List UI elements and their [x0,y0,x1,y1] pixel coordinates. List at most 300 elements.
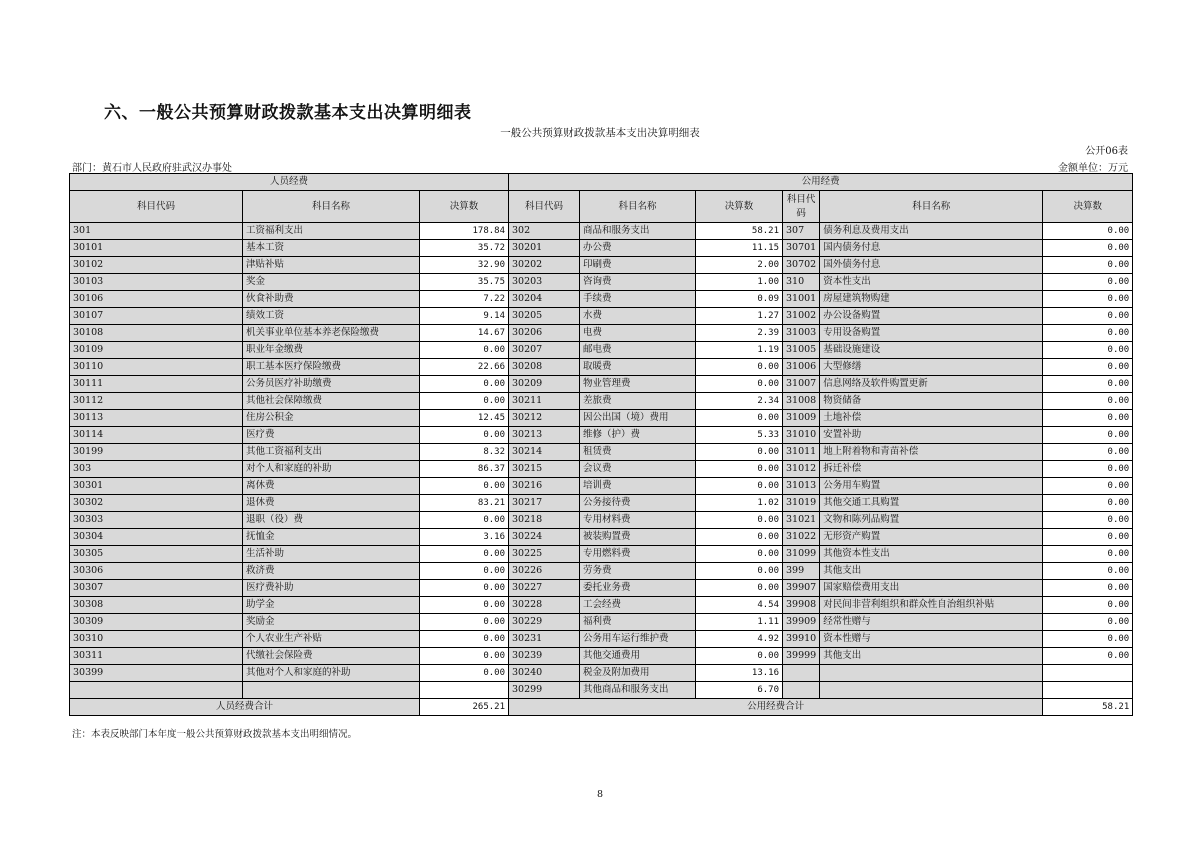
row-amount-cell: 22.66 [420,359,509,376]
table-row [70,325,1133,342]
row-name-cell: 物业管理费 [580,376,696,393]
table-row [70,393,1133,410]
row-name-cell: 税金及附加费用 [580,665,696,682]
row-name-cell: 对民间非营利组织和群众性自治组织补贴 [820,597,1043,614]
table-row [70,580,1133,597]
table-row [70,240,1133,257]
row-amount-cell: 0.00 [420,512,509,529]
form-code: 公开06表 [1085,146,1128,157]
row-code-cell: 310 [783,274,820,291]
row-name-cell: 职业年金缴费 [243,342,420,359]
row-code-cell: 30229 [509,614,580,631]
row-amount-cell: 0.00 [1043,325,1133,342]
row-name-cell: 土地补偿 [820,410,1043,427]
row-amount-cell: 0.00 [420,631,509,648]
row-code-cell: 31002 [783,308,820,325]
row-name-cell: 津贴补贴 [243,257,420,274]
row-name-cell: 资本性支出 [820,274,1043,291]
col-header-name: 科目名称 [820,191,1043,223]
row-code-cell: 30240 [509,665,580,682]
row-name-cell: 物资储备 [820,393,1043,410]
row-amount-cell: 0.00 [420,478,509,495]
col-header-amount: 决算数 [696,191,783,223]
row-name-cell: 奖金 [243,274,420,291]
row-code-cell: 30311 [70,648,243,665]
row-code-cell: 30213 [509,427,580,444]
row-code-cell: 399 [783,563,820,580]
row-code-cell: 39908 [783,597,820,614]
row-name-cell: 公务用车购置 [820,478,1043,495]
row-code-cell: 30301 [70,478,243,495]
table-row [70,274,1133,291]
row-code-cell: 31013 [783,478,820,495]
row-amount-cell: 0.00 [1043,308,1133,325]
row-name-cell: 奖励金 [243,614,420,631]
table-row [70,376,1133,393]
row-amount-cell: 0.00 [696,529,783,546]
row-name-cell: 基础设施建设 [820,342,1043,359]
row-amount-cell: 0.00 [420,342,509,359]
row-amount-cell: 0.00 [1043,546,1133,563]
row-code-cell: 30112 [70,393,243,410]
row-amount-cell: 14.67 [420,325,509,342]
col-header-code: 科目代码 [70,191,243,223]
row-amount-cell: 4.54 [696,597,783,614]
row-code-cell: 30211 [509,393,580,410]
row-code-cell: 30308 [70,597,243,614]
row-code-cell: 30305 [70,546,243,563]
row-code-cell: 30225 [509,546,580,563]
row-amount-cell: 0.00 [1043,444,1133,461]
row-code-cell: 31005 [783,342,820,359]
row-name-cell: 大型修缮 [820,359,1043,376]
table-row [70,495,1133,512]
row-code-cell: 303 [70,461,243,478]
row-code-cell: 39909 [783,614,820,631]
public-total-value: 58.21 [1043,699,1133,716]
row-code-cell: 30231 [509,631,580,648]
row-code-cell: 30103 [70,274,243,291]
row-code-cell: 30239 [509,648,580,665]
row-name-cell: 劳务费 [580,563,696,580]
row-amount-cell: 0.00 [420,580,509,597]
row-amount-cell: 0.00 [420,648,509,665]
row-name-cell: 生活补助 [243,546,420,563]
row-code-cell [70,682,243,699]
row-code-cell: 30212 [509,410,580,427]
row-amount-cell: 0.00 [1043,274,1133,291]
row-amount-cell: 0.00 [1043,376,1133,393]
personnel-group-header: 人员经费 [70,174,509,191]
row-name-cell: 专用设备购置 [820,325,1043,342]
row-amount-cell: 9.14 [420,308,509,325]
row-amount-cell: 0.00 [1043,359,1133,376]
row-amount-cell: 7.22 [420,291,509,308]
row-amount-cell: 1.00 [696,274,783,291]
row-amount-cell: 0.00 [696,410,783,427]
row-code-cell: 30102 [70,257,243,274]
row-name-cell: 离休费 [243,478,420,495]
row-name-cell: 因公出国（境）费用 [580,410,696,427]
table-row [70,597,1133,614]
row-amount-cell: 0.00 [696,580,783,597]
row-name-cell: 被装购置费 [580,529,696,546]
row-code-cell: 30218 [509,512,580,529]
row-code-cell: 30201 [509,240,580,257]
row-code-cell: 30304 [70,529,243,546]
row-code-cell: 30228 [509,597,580,614]
row-amount-cell: 0.00 [420,376,509,393]
row-name-cell: 伙食补助费 [243,291,420,308]
col-header-amount: 决算数 [1043,191,1133,223]
row-amount-cell: 0.00 [420,614,509,631]
row-amount-cell: 0.00 [696,359,783,376]
row-name-cell: 其他资本性支出 [820,546,1043,563]
row-name-cell [820,665,1043,682]
row-amount-cell: 0.00 [420,597,509,614]
row-name-cell [820,682,1043,699]
table-row [70,444,1133,461]
row-code-cell [783,682,820,699]
row-name-cell: 取暖费 [580,359,696,376]
row-amount-cell: 4.92 [696,631,783,648]
row-amount-cell: 86.37 [420,461,509,478]
row-amount-cell: 0.00 [696,648,783,665]
row-code-cell: 30399 [70,665,243,682]
row-amount-cell: 13.16 [696,665,783,682]
table-row [70,308,1133,325]
row-amount-cell: 1.27 [696,308,783,325]
row-code-cell: 30217 [509,495,580,512]
row-code-cell: 307 [783,223,820,240]
public-total-label: 公用经费合计 [509,699,1043,716]
row-code-cell: 30214 [509,444,580,461]
row-name-cell: 办公设备购置 [820,308,1043,325]
row-name-cell: 经常性赠与 [820,614,1043,631]
row-amount-cell: 0.00 [696,461,783,478]
row-name-cell: 地上附着物和青苗补偿 [820,444,1043,461]
row-amount-cell: 178.84 [420,223,509,240]
row-amount-cell: 0.00 [1043,291,1133,308]
row-code-cell: 30224 [509,529,580,546]
row-amount-cell: 12.45 [420,410,509,427]
row-code-cell: 30203 [509,274,580,291]
page-heading: 六、一般公共预算财政拨款基本支出决算明细表 [104,103,472,123]
table-column-header-row [70,191,1133,223]
row-name-cell: 个人农业生产补贴 [243,631,420,648]
table-row [70,410,1133,427]
row-name-cell: 专用材料费 [580,512,696,529]
row-name-cell: 工会经费 [580,597,696,614]
row-name-cell: 商品和服务支出 [580,223,696,240]
col-header-code: 科目代码 [509,191,580,223]
table-row [70,529,1133,546]
row-amount-cell: 0.00 [1043,563,1133,580]
row-name-cell: 基本工资 [243,240,420,257]
row-amount-cell: 58.21 [696,223,783,240]
row-name-cell: 咨询费 [580,274,696,291]
row-name-cell: 退休费 [243,495,420,512]
row-name-cell: 其他支出 [820,648,1043,665]
row-code-cell: 30110 [70,359,243,376]
table-row [70,223,1133,240]
row-amount-cell: 0.00 [420,563,509,580]
row-name-cell: 资本性赠与 [820,631,1043,648]
personnel-total-label: 人员经费合计 [70,699,420,716]
row-amount-cell: 0.00 [1043,393,1133,410]
row-name-cell: 水费 [580,308,696,325]
row-name-cell: 其他支出 [820,563,1043,580]
personnel-total-value: 265.21 [420,699,509,716]
row-code-cell: 30303 [70,512,243,529]
row-amount-cell: 0.00 [696,512,783,529]
row-amount-cell: 2.39 [696,325,783,342]
table-row [70,427,1133,444]
row-code-cell: 30226 [509,563,580,580]
row-code-cell: 31011 [783,444,820,461]
row-code-cell: 30215 [509,461,580,478]
row-name-cell: 文物和陈列品购置 [820,512,1043,529]
row-name-cell: 国外债务付息 [820,257,1043,274]
row-name-cell: 国家赔偿费用支出 [820,580,1043,597]
row-name-cell: 医疗费 [243,427,420,444]
row-name-cell: 绩效工资 [243,308,420,325]
table-row [70,563,1133,580]
row-name-cell: 拆迁补偿 [820,461,1043,478]
row-amount-cell: 0.00 [1043,240,1133,257]
row-amount-cell: 0.00 [696,546,783,563]
table-row [70,478,1133,495]
row-code-cell: 31022 [783,529,820,546]
row-name-cell: 维修（护）费 [580,427,696,444]
row-code-cell: 30101 [70,240,243,257]
row-code-cell: 30307 [70,580,243,597]
table-title: 一般公共预算财政拨款基本支出决算明细表 [500,127,700,139]
row-name-cell: 退职（役）费 [243,512,420,529]
row-amount-cell: 2.00 [696,257,783,274]
row-name-cell: 助学金 [243,597,420,614]
row-amount-cell: 6.70 [696,682,783,699]
table-footnote: 注：本表反映部门本年度一般公共预算财政拨款基本支出明细情况。 [72,729,358,740]
row-name-cell: 其他交通工具购置 [820,495,1043,512]
row-name-cell: 住房公积金 [243,410,420,427]
row-name-cell: 会议费 [580,461,696,478]
row-code-cell: 30205 [509,308,580,325]
row-name-cell: 其他商品和服务支出 [580,682,696,699]
row-amount-cell: 1.19 [696,342,783,359]
row-name-cell: 办公费 [580,240,696,257]
row-code-cell: 31099 [783,546,820,563]
table-row [70,257,1133,274]
row-amount-cell: 1.02 [696,495,783,512]
table-row [70,461,1133,478]
row-name-cell: 专用燃料费 [580,546,696,563]
row-name-cell: 委托业务费 [580,580,696,597]
row-amount-cell: 0.00 [420,393,509,410]
row-code-cell: 30310 [70,631,243,648]
row-name-cell: 信息网络及软件购置更新 [820,376,1043,393]
table-row [70,546,1133,563]
col-header-code: 科目代码 [783,191,820,223]
row-name-cell: 培训费 [580,478,696,495]
table-header-group-row [70,174,1133,191]
row-code-cell: 30114 [70,427,243,444]
row-code-cell: 39907 [783,580,820,597]
row-code-cell: 30702 [783,257,820,274]
row-name-cell: 手续费 [580,291,696,308]
row-amount-cell: 5.33 [696,427,783,444]
row-amount-cell: 0.00 [1043,631,1133,648]
row-amount-cell: 3.16 [420,529,509,546]
row-name-cell: 安置补助 [820,427,1043,444]
row-name-cell: 印刷费 [580,257,696,274]
row-code-cell: 31012 [783,461,820,478]
row-code-cell: 30306 [70,563,243,580]
row-amount-cell: 0.00 [1043,223,1133,240]
table-row [70,682,1133,699]
row-name-cell: 租赁费 [580,444,696,461]
row-code-cell: 31001 [783,291,820,308]
table-row [70,614,1133,631]
row-code-cell: 30107 [70,308,243,325]
row-name-cell: 债务利息及费用支出 [820,223,1043,240]
row-code-cell: 31008 [783,393,820,410]
row-amount-cell: 0.00 [1043,648,1133,665]
row-name-cell: 无形资产购置 [820,529,1043,546]
row-code-cell: 30108 [70,325,243,342]
row-amount-cell: 0.00 [1043,257,1133,274]
row-amount-cell [1043,682,1133,699]
page-number: 8 [596,789,604,800]
row-amount-cell: 0.00 [1043,342,1133,359]
row-amount-cell: 0.00 [1043,410,1133,427]
public-group-header: 公用经费 [509,174,1133,191]
row-code-cell: 30202 [509,257,580,274]
row-amount-cell: 0.00 [696,563,783,580]
row-name-cell: 其他交通费用 [580,648,696,665]
table-row [70,665,1133,682]
row-name-cell: 机关事业单位基本养老保险缴费 [243,325,420,342]
row-name-cell: 公务员医疗补助缴费 [243,376,420,393]
table-row [70,631,1133,648]
row-amount-cell: 0.00 [1043,614,1133,631]
row-amount-cell: 83.21 [420,495,509,512]
row-amount-cell [1043,665,1133,682]
table-row [70,648,1133,665]
row-name-cell: 电费 [580,325,696,342]
row-code-cell: 301 [70,223,243,240]
row-amount-cell: 0.09 [696,291,783,308]
row-name-cell: 其他对个人和家庭的补助 [243,665,420,682]
row-code-cell: 39999 [783,648,820,665]
row-code-cell: 30109 [70,342,243,359]
row-amount-cell [420,682,509,699]
row-code-cell: 30199 [70,444,243,461]
table-row [70,291,1133,308]
row-amount-cell: 0.00 [1043,597,1133,614]
row-amount-cell: 32.90 [420,257,509,274]
table-row [70,359,1133,376]
row-amount-cell: 35.72 [420,240,509,257]
row-amount-cell: 35.75 [420,274,509,291]
table-row [70,512,1133,529]
row-code-cell: 30113 [70,410,243,427]
row-code-cell: 31007 [783,376,820,393]
row-name-cell: 职工基本医疗保险缴费 [243,359,420,376]
row-code-cell: 30216 [509,478,580,495]
row-amount-cell: 0.00 [1043,512,1133,529]
table-row [70,342,1133,359]
row-code-cell: 30206 [509,325,580,342]
row-name-cell: 国内债务付息 [820,240,1043,257]
col-header-name: 科目名称 [243,191,420,223]
row-amount-cell: 0.00 [1043,461,1133,478]
row-amount-cell: 0.00 [1043,478,1133,495]
row-name-cell: 其他社会保障缴费 [243,393,420,410]
row-name-cell: 房屋建筑物购建 [820,291,1043,308]
row-code-cell: 302 [509,223,580,240]
row-code-cell: 30106 [70,291,243,308]
row-amount-cell: 11.15 [696,240,783,257]
row-amount-cell: 0.00 [1043,529,1133,546]
row-amount-cell: 0.00 [696,478,783,495]
row-code-cell: 31003 [783,325,820,342]
row-name-cell: 其他工资福利支出 [243,444,420,461]
row-code-cell: 31010 [783,427,820,444]
row-amount-cell: 0.00 [420,427,509,444]
row-name-cell: 救济费 [243,563,420,580]
row-code-cell: 30309 [70,614,243,631]
row-name-cell: 福利费 [580,614,696,631]
row-amount-cell: 0.00 [1043,495,1133,512]
row-name-cell: 对个人和家庭的补助 [243,461,420,478]
row-code-cell: 39910 [783,631,820,648]
row-code-cell: 30207 [509,342,580,359]
row-code-cell: 30299 [509,682,580,699]
row-name-cell: 抚恤金 [243,529,420,546]
row-amount-cell: 0.00 [1043,427,1133,444]
row-amount-cell: 0.00 [420,546,509,563]
row-amount-cell: 0.00 [696,376,783,393]
department-label: 部门：黄石市人民政府驻武汉办事处 [72,163,232,174]
row-name-cell: 医疗费补助 [243,580,420,597]
row-amount-cell: 0.00 [420,665,509,682]
row-name-cell [243,682,420,699]
row-name-cell: 代缴社会保险费 [243,648,420,665]
col-header-name: 科目名称 [580,191,696,223]
row-code-cell: 30209 [509,376,580,393]
row-code-cell: 31006 [783,359,820,376]
row-amount-cell: 0.00 [1043,580,1133,597]
row-code-cell: 30701 [783,240,820,257]
row-code-cell: 30111 [70,376,243,393]
row-name-cell: 工资福利支出 [243,223,420,240]
row-code-cell: 30302 [70,495,243,512]
row-amount-cell: 2.34 [696,393,783,410]
row-code-cell: 31019 [783,495,820,512]
row-code-cell: 31009 [783,410,820,427]
row-code-cell: 30227 [509,580,580,597]
row-amount-cell: 8.32 [420,444,509,461]
row-code-cell [783,665,820,682]
amount-unit-label: 金额单位：万元 [1058,163,1128,174]
row-amount-cell: 0.00 [696,444,783,461]
row-code-cell: 30204 [509,291,580,308]
col-header-amount: 决算数 [420,191,509,223]
totals-row [70,699,1133,716]
expenditure-detail-table [69,173,1133,716]
row-amount-cell: 1.11 [696,614,783,631]
